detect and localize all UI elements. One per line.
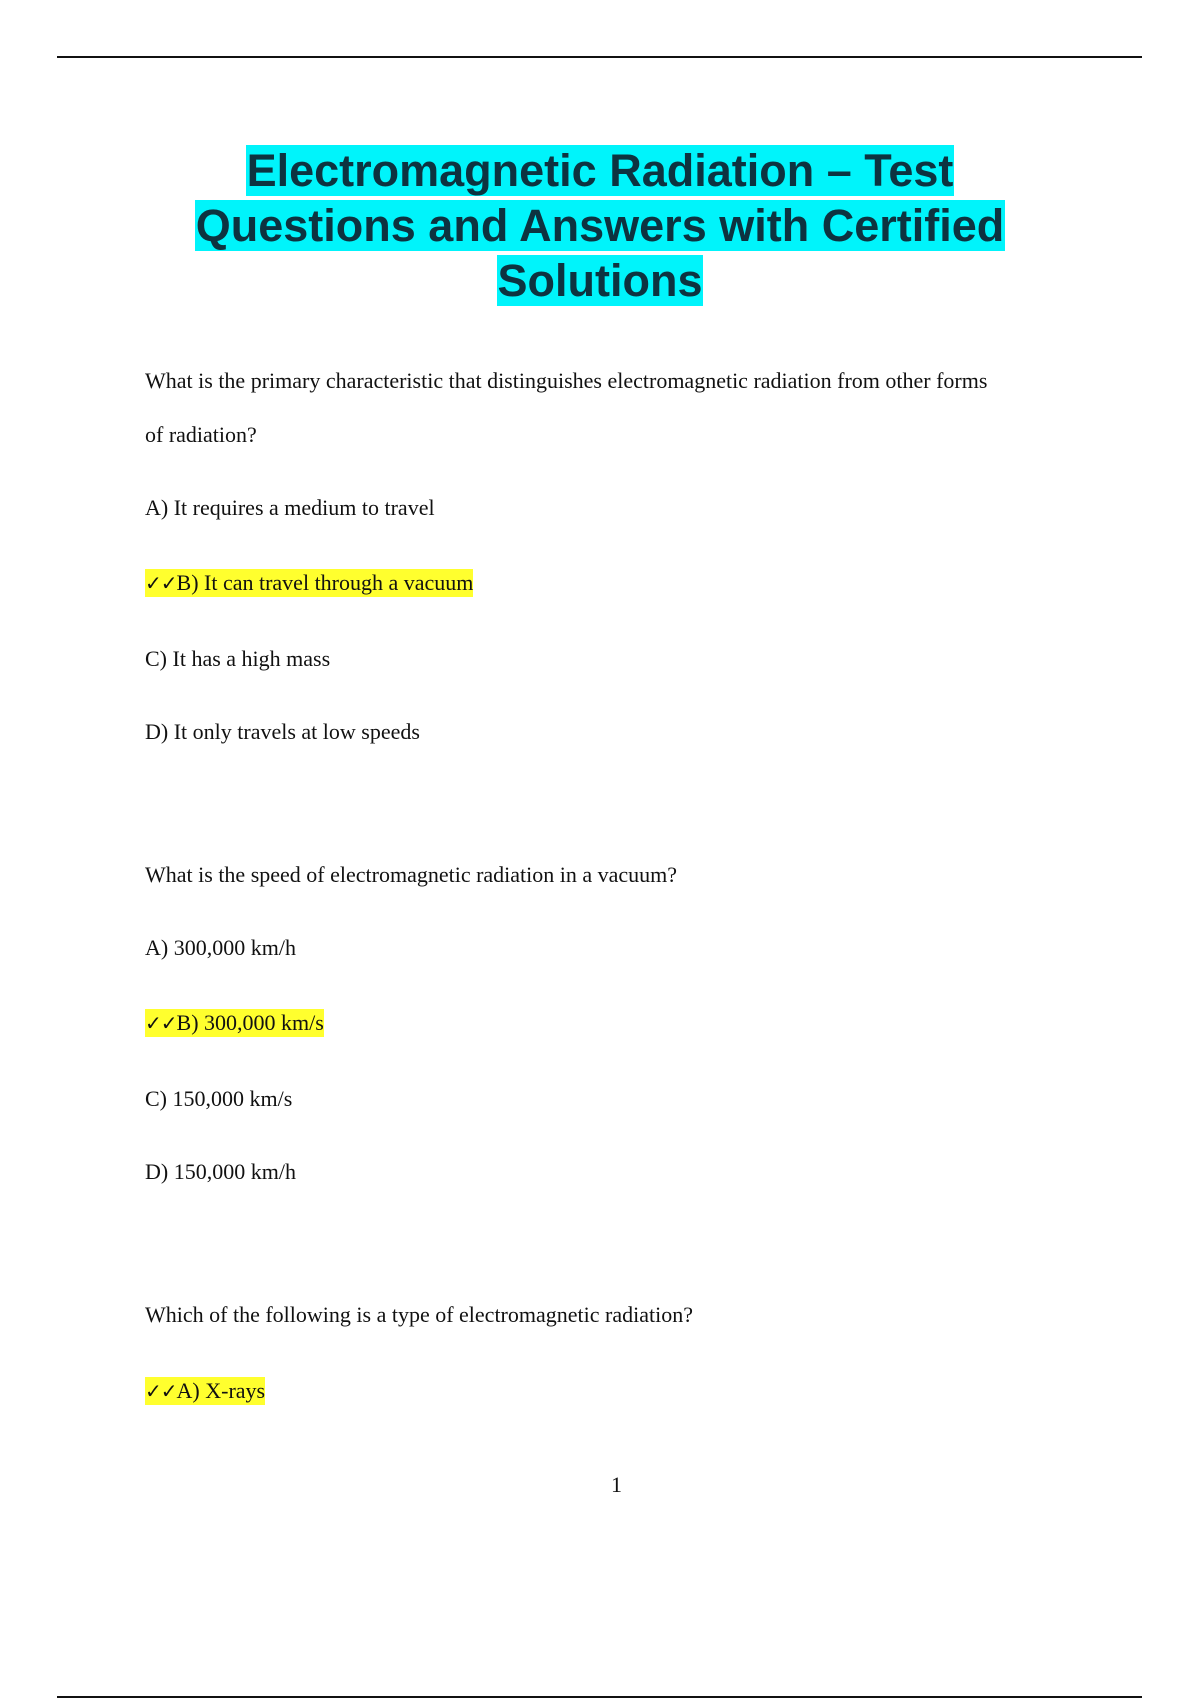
answer-highlight [145,1009,324,1037]
question-2-prompt: What is the speed of electromagnetic radiation in a vacuum? [145,862,678,887]
check-mark-icon: ✓✓ [145,1379,177,1403]
question-1-prompt-line-2: of radiation? [145,422,257,447]
option-text: B) It can travel through a vacuum [176,570,474,595]
question-1-option-d: D) It only travels at low speeds [145,719,420,744]
document-title [100,143,1100,308]
answer-highlight [145,1377,265,1405]
question-2-option-a: A) 300,000 km/h [145,935,296,960]
question-3-prompt: Which of the following is a type of electromagnetic radiation? [145,1302,693,1327]
check-mark-icon: ✓✓ [145,1011,177,1035]
question-2-option-d: D) 150,000 km/h [145,1159,296,1184]
option-text: B) 300,000 km/s [176,1010,324,1035]
question-1-option-b-correct [145,568,473,598]
question-1-prompt-line-1: What is the primary characteristic that distinguishes electromagnetic radiation from other forms [145,368,988,393]
answer-highlight [145,569,473,597]
question-2-option-c: C) 150,000 km/s [145,1086,293,1111]
question-2-option-b-correct [145,1008,324,1038]
question-3-option-a-correct [145,1376,265,1406]
question-1-option-a: A) It requires a medium to travel [145,495,435,520]
top-rule [57,56,1142,58]
question-1-option-c: C) It has a high mass [145,646,331,671]
title-line-3: Solutions [497,255,703,306]
page-number: 1 [611,1472,622,1497]
bottom-rule [57,1696,1142,1698]
check-mark-icon: ✓✓ [145,571,177,595]
option-text: A) X-rays [176,1378,266,1403]
title-line-2: Questions and Answers with Certified [195,200,1005,251]
title-line-1: Electromagnetic Radiation – Test [246,145,954,196]
